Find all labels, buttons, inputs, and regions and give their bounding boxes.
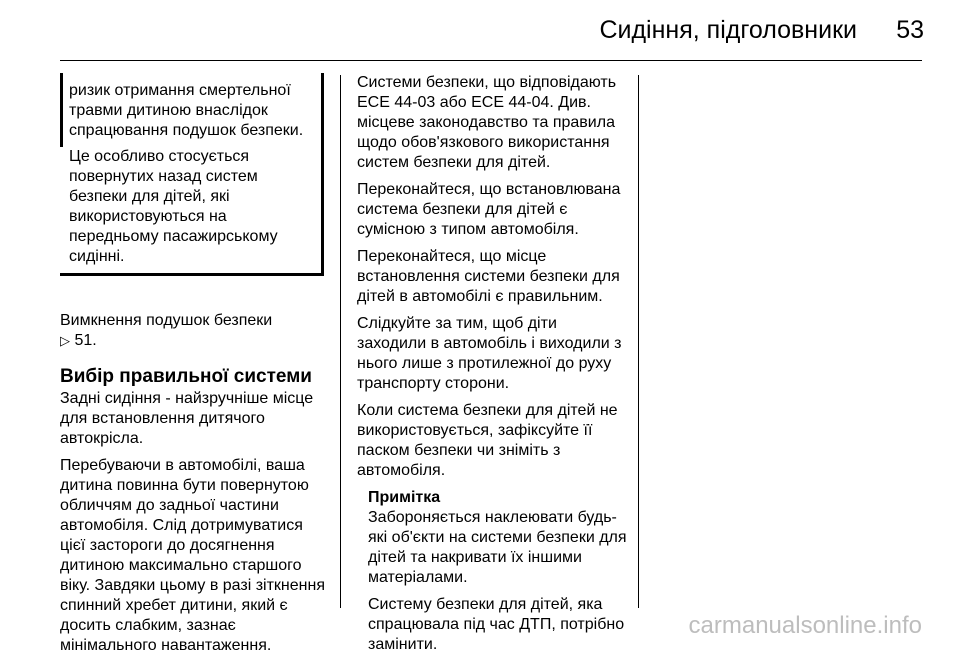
reference-text: Вимкнення подушок безпеки (60, 312, 273, 329)
header-rule (60, 60, 922, 61)
page-header-title: Сидіння, підголовники (599, 16, 857, 44)
body-paragraph: Переконайтеся, що встановлювана система безпеки для дітей є сумісною з типом автомобіля. (357, 181, 621, 238)
body-paragraph: Коли система безпеки для дітей не використовується, зафіксуйте її паском безпеки чи зніміть з автомобіля. (357, 402, 618, 479)
page-reference-link[interactable] (60, 332, 97, 349)
note-paragraph: Систему безпеки для дітей, яка спрацювала під час ДТП, потрібно замінити. (368, 596, 625, 653)
column-divider-left (340, 75, 341, 608)
body-paragraph: Задні сидіння - найзручніше місце для встановлення дитячого автокрісла. (60, 390, 314, 447)
airbag-deactivation-reference (60, 291, 328, 351)
section-heading: Вибір правильної системи (60, 366, 312, 387)
watermark: carmanualsonline.info (688, 612, 922, 639)
reference-page: 51. (74, 332, 97, 349)
page-number: 53 (896, 16, 924, 44)
middle-column (357, 73, 627, 662)
left-column (60, 73, 328, 663)
column-divider-right (638, 75, 639, 608)
note-title: Примітка (368, 489, 441, 506)
note-block (368, 488, 627, 655)
warning-paragraph: Це особливо стосується повернутих назад систем безпеки для дітей, які використовуються на передньому пасажирському сидінні. (69, 148, 278, 265)
body-paragraph: Слідкуйте за тим, щоб діти заходили в автомобіль і виходили з нього лише з протилежної до руху транспорту сторони. (357, 315, 622, 392)
arrow-right-icon: ▷ (60, 333, 70, 348)
body-paragraph: Перебуваючи в автомобілі, ваша дитина повинна бути повернутою обличчям до задньої частини автомобіля. Слід дотримуватися цієї застороги до досягнення дитиною максимально старшого віку. Завдяки цьому в разі зіткнення спинний хребет дитини, який є досить слабким, зазнає мінімального навантаження. (60, 457, 325, 654)
note-paragraph: Забороняється наклеювати будь- які об'єкти на системи безпеки для дітей та накривати їх іншими матеріалами. (368, 509, 627, 586)
body-paragraph: Системи безпеки, що відповідають ECE 44-03 або ECE 44-04. Див. місцеве законодавство та правила щодо обов'язкового використання систем безпеки для дітей. (357, 74, 617, 171)
body-paragraph: Переконайтеся, що місце встановлення системи безпеки для дітей в автомобілі є правильним. (357, 248, 620, 305)
warning-paragraph: ризик отримання смертельної травми дитиною внаслідок спрацювання подушок безпеки. (69, 82, 304, 139)
warning-box (60, 73, 324, 276)
